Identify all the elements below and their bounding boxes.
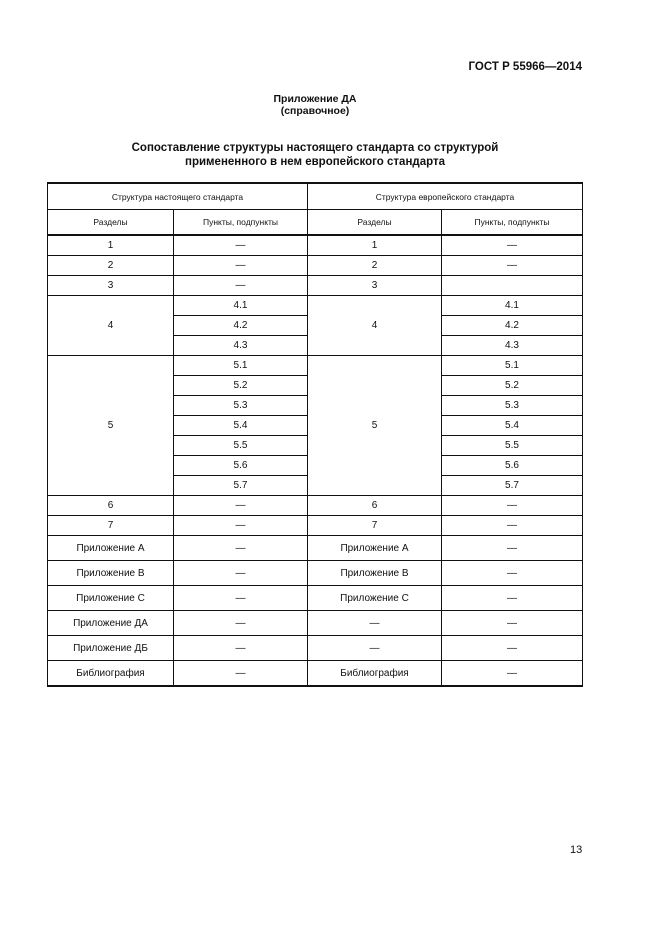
- table-cell: 3: [48, 276, 174, 296]
- table-cell: —: [442, 636, 583, 661]
- table-cell: 5.6: [174, 456, 308, 476]
- table-cell: —: [174, 561, 308, 586]
- table-cell: Библиография: [308, 661, 442, 687]
- table-cell: —: [174, 536, 308, 561]
- table-cell: 5.4: [442, 416, 583, 436]
- table-row: [48, 561, 583, 586]
- table-cell: 5.2: [442, 376, 583, 396]
- table-cell: 5: [308, 356, 442, 496]
- table-row: [48, 356, 583, 376]
- table-cell: Приложение А: [308, 536, 442, 561]
- table-row: [48, 235, 583, 256]
- column-header: Пункты, подпункты: [442, 210, 583, 236]
- table-cell: —: [442, 661, 583, 687]
- table-row: [48, 636, 583, 661]
- column-header: Разделы: [308, 210, 442, 236]
- annex-title: Приложение ДА: [273, 93, 357, 105]
- annex-subtitle: (справочное): [280, 105, 350, 117]
- table-cell: Приложение ДБ: [48, 636, 174, 661]
- table-cell: 5.5: [442, 436, 583, 456]
- table-cell: 7: [48, 516, 174, 536]
- table-row: [48, 586, 583, 611]
- table-row: [48, 516, 583, 536]
- table-cell: —: [174, 661, 308, 687]
- table-cell: Приложение В: [48, 561, 174, 586]
- table-cell: —: [442, 496, 583, 516]
- table-cell: —: [174, 496, 308, 516]
- table-cell: 2: [48, 256, 174, 276]
- table-cell: —: [174, 611, 308, 636]
- table-group-header-row: [48, 183, 583, 210]
- table-title-line-1: Сопоставление структуры настоящего стандарта со структурой: [131, 142, 499, 154]
- table-cell: —: [308, 611, 442, 636]
- table-title-line-2: примененного в нем европейского стандарта: [185, 155, 445, 168]
- table-cell: —: [442, 586, 583, 611]
- table-cell: 4.1: [174, 296, 308, 316]
- annex-heading: [0, 93, 630, 117]
- table-cell: 5.1: [174, 356, 308, 376]
- table-cell: —: [174, 586, 308, 611]
- table-cell: —: [174, 636, 308, 661]
- column-header: Разделы: [48, 210, 174, 236]
- table-cell: —: [174, 235, 308, 256]
- table-cell: 5.3: [174, 396, 308, 416]
- table-title: [0, 142, 630, 169]
- table-cell: 4.3: [174, 336, 308, 356]
- table-column-header-row: [48, 210, 583, 236]
- table-cell: 3: [308, 276, 442, 296]
- table-cell: 6: [48, 496, 174, 516]
- table-cell: 4.3: [442, 336, 583, 356]
- comparison-table: [47, 182, 583, 687]
- table-cell: 2: [308, 256, 442, 276]
- table-cell: 4: [48, 296, 174, 356]
- table-cell: Приложение С: [48, 586, 174, 611]
- group-header-national: Структура настоящего стандарта: [48, 183, 308, 210]
- table-cell: 4: [308, 296, 442, 356]
- table-row: [48, 276, 583, 296]
- table-cell: 5.7: [442, 476, 583, 496]
- table-cell: 5.3: [442, 396, 583, 416]
- page-number: 13: [570, 844, 583, 856]
- table-cell: —: [442, 611, 583, 636]
- table-cell: —: [174, 516, 308, 536]
- table-cell: —: [442, 561, 583, 586]
- table-row: [48, 611, 583, 636]
- table-cell: 5.2: [174, 376, 308, 396]
- table-cell: —: [174, 276, 308, 296]
- table-cell: 4.2: [174, 316, 308, 336]
- table-row: [48, 536, 583, 561]
- table-cell: Приложение С: [308, 586, 442, 611]
- table-cell: 6: [308, 496, 442, 516]
- table-cell: —: [308, 636, 442, 661]
- table-cell: —: [442, 256, 583, 276]
- table-cell: Приложение ДА: [48, 611, 174, 636]
- document-code: ГОСТ Р 55966—2014: [468, 61, 582, 73]
- table-cell: 5.5: [174, 436, 308, 456]
- table-cell: 5.4: [174, 416, 308, 436]
- table-cell: —: [442, 536, 583, 561]
- table-cell: 5.6: [442, 456, 583, 476]
- table-cell: Приложение В: [308, 561, 442, 586]
- table-cell: 5: [48, 356, 174, 496]
- table-cell: 5.7: [174, 476, 308, 496]
- table-cell: 1: [308, 235, 442, 256]
- table-cell: 1: [48, 235, 174, 256]
- table-cell: Приложение А: [48, 536, 174, 561]
- table-row: [48, 256, 583, 276]
- table-row: [48, 661, 583, 687]
- table-cell: Библиография: [48, 661, 174, 687]
- table-cell: 5.1: [442, 356, 583, 376]
- table-cell: [442, 276, 583, 296]
- table-row: [48, 296, 583, 316]
- table-row: [48, 496, 583, 516]
- table-cell: —: [174, 256, 308, 276]
- table-cell: —: [442, 516, 583, 536]
- table-cell: 4.2: [442, 316, 583, 336]
- table-cell: —: [442, 235, 583, 256]
- group-header-european: Структура европейского стандарта: [308, 183, 583, 210]
- column-header: Пункты, подпункты: [174, 210, 308, 236]
- table-cell: 7: [308, 516, 442, 536]
- table-cell: 4.1: [442, 296, 583, 316]
